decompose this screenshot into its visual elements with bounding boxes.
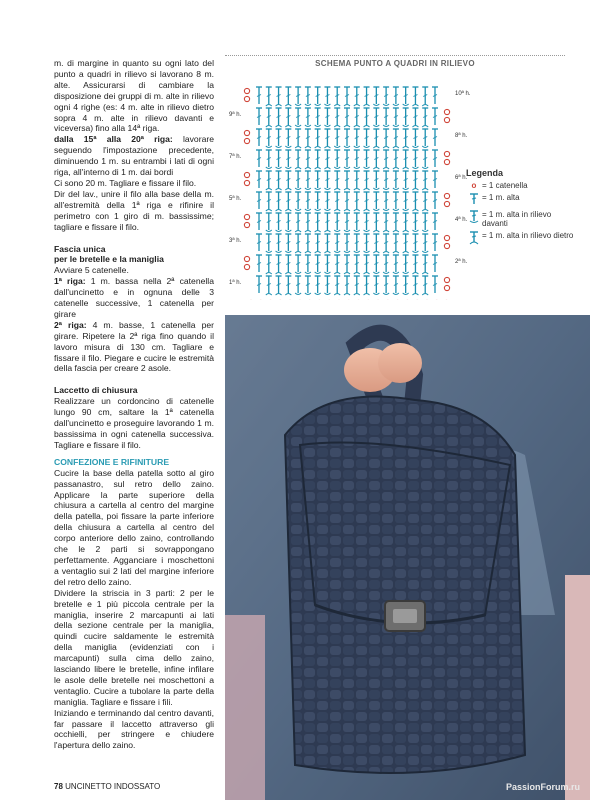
- stitch-hook: [276, 251, 282, 253]
- stitch-hook: [276, 167, 282, 169]
- stitch-hook: [315, 168, 321, 170]
- stitch-hook: [285, 167, 291, 169]
- stitch-hook: [315, 231, 321, 233]
- stitch-hook: [393, 125, 399, 127]
- stitch-hook: [383, 252, 389, 254]
- stitch-hook: [403, 104, 409, 106]
- chain-circle: [444, 159, 449, 164]
- stitch-hook: [422, 251, 428, 253]
- stitch-hook: [295, 168, 301, 170]
- chain-circle: [444, 117, 449, 122]
- stitch-hook: [344, 189, 350, 191]
- chain-circle: [244, 88, 249, 93]
- stitch-hook: [412, 273, 418, 275]
- stitch-hook: [305, 125, 311, 127]
- stitch-hook: [364, 294, 370, 296]
- stitch-hook: [403, 231, 409, 233]
- stitch-hook: [344, 251, 350, 253]
- paragraph: m. di margine in quanto su ogni lato del punto a quadri in rilievo si lavorano 8 m. alte. Assicurarsi di cambiare la disposizione dei gruppi di m. alte in rilievo ogni 4 righe (es: 4 m. alte in rilievo dietro sopra 4 m. alte in rilievo davanti e viceversa) fino alla 14ª riga.: [54, 58, 214, 134]
- legend-title: Legenda: [466, 168, 504, 178]
- stitch-hook: [354, 230, 360, 232]
- stitch-hook: [364, 251, 370, 253]
- stitch-hook: [383, 209, 389, 211]
- stitch-hook: [315, 188, 321, 190]
- stitch-hook: [285, 230, 291, 232]
- stitch-hook: [324, 125, 330, 127]
- chain-circle: [444, 201, 449, 206]
- stitch-hook: [295, 272, 301, 274]
- stitch-hook: [266, 167, 272, 169]
- chain-circle: [444, 235, 449, 240]
- chain-circle: [244, 180, 249, 185]
- row-label-right: 10ª h.: [455, 91, 471, 97]
- stitch-hook: [334, 105, 340, 107]
- backpack-image: [225, 315, 590, 800]
- stitch-hook: [364, 189, 370, 191]
- stitch-hook: [383, 147, 389, 149]
- stitch-hook: [334, 273, 340, 275]
- stitch-hook: [393, 231, 399, 233]
- row-label-left: 7ª h.: [229, 154, 242, 160]
- chain-circle: [244, 222, 249, 227]
- stitch-hook: [266, 294, 272, 296]
- stitch-hook: [412, 230, 418, 232]
- stitch-hook: [422, 189, 428, 191]
- row-text: 4 m. basse, 1 catenella per girare. Ripetere la 2ª riga fino quando il lavoro misura di 130 cm. Tagliare e fissare il filo. Piegare e cucire le estremità della fascia per creare 2 asole.: [54, 319, 214, 374]
- stitch-hook: [305, 209, 311, 211]
- row-lead: 2ª riga:: [54, 319, 87, 330]
- stitch-hook: [344, 126, 350, 128]
- stitch-hook: [422, 105, 428, 107]
- stitch-hook: [285, 189, 291, 191]
- paragraph: [54, 320, 214, 375]
- stitch-hook: [373, 209, 379, 211]
- stitch-hook: [354, 273, 360, 275]
- stitch-hook: [403, 272, 409, 274]
- back-post-icon: [466, 231, 482, 247]
- stitch-hook: [276, 230, 282, 232]
- legend-item: [466, 210, 576, 228]
- chain-circle: [244, 264, 249, 269]
- stitch-hook: [412, 210, 418, 212]
- stitch-hook: [383, 104, 389, 106]
- stitch-hook: [373, 252, 379, 254]
- chain-circle: [244, 214, 249, 219]
- stitch-hook: [334, 210, 340, 212]
- stitch-hook: [354, 251, 360, 253]
- chain-circle: [244, 172, 249, 177]
- stitch-hook: [266, 230, 272, 232]
- row-label-right: 6ª h.: [455, 175, 468, 181]
- stitch-hook: [364, 230, 370, 232]
- stitch-hook: [364, 105, 370, 107]
- stitch-hook: [373, 231, 379, 233]
- stitch-hook: [295, 125, 301, 127]
- stitch-hook: [305, 104, 311, 106]
- stitch-hook: [422, 167, 428, 169]
- stitch-hook: [266, 126, 272, 128]
- row-label-left: 9ª h.: [229, 112, 242, 118]
- paragraph: Avviare 5 catenelle.: [54, 265, 129, 276]
- section-heading: CONFEZIONE E RIFINITURE: [54, 456, 170, 467]
- stitch-hook: [315, 293, 321, 295]
- stitch-hook: [412, 251, 418, 253]
- stitch-hook: [412, 294, 418, 296]
- stitch-hook: [422, 146, 428, 148]
- backpack-photo: [225, 315, 590, 800]
- stitch-hook: [344, 167, 350, 169]
- front-post-icon: [466, 210, 482, 226]
- stitch-hook: [383, 125, 389, 127]
- stitch-hook: [373, 125, 379, 127]
- instructions-column: [54, 58, 214, 751]
- stitch-hook: [373, 188, 379, 190]
- stitch-hook: [383, 272, 389, 274]
- legend-label: = 1 m. alta: [482, 193, 520, 202]
- stitch-hook: [305, 231, 311, 233]
- stitch-hook: [373, 147, 379, 149]
- legend-item: [466, 181, 576, 190]
- section-heading: per le bretelle e la maniglia: [54, 254, 164, 265]
- chain-circle: [444, 109, 449, 114]
- magazine-name: UNCINETTO INDOSSATO: [65, 782, 161, 791]
- stitch-hook: [285, 126, 291, 128]
- chain-icon: o: [471, 181, 477, 190]
- paragraph: [54, 134, 214, 178]
- stitch-hook: [354, 189, 360, 191]
- stitch-hook: [266, 105, 272, 107]
- stitch-hook: [324, 272, 330, 274]
- stitch-hook: [266, 273, 272, 275]
- stitch-hook: [403, 168, 409, 170]
- stitch-hook: [412, 146, 418, 148]
- stitch-hook: [295, 147, 301, 149]
- stitch-hook: [393, 293, 399, 295]
- stitch-hook: [383, 168, 389, 170]
- stitch-hook: [344, 273, 350, 275]
- stitch-hook: [393, 209, 399, 211]
- stitch-hook: [354, 126, 360, 128]
- stitch-hook: [295, 252, 301, 254]
- diagram-title: SCHEMA PUNTO A QUADRI IN RILIEVO: [315, 59, 475, 68]
- paragraph: Realizzare un cordoncino di catenelle lungo 90 cm, saltare la 1ª catenella dall'uncinetto e proseguire lavorando 1 m. bassissima in ogni catenella successiva. Tagliare e fissare il filo.: [54, 396, 214, 450]
- paragraph: Ci sono 20 m. Tagliare e fissare il filo.: [54, 177, 197, 188]
- stitch-hook: [364, 210, 370, 212]
- row-lead: 1ª riga:: [54, 276, 86, 287]
- chain-circle: [244, 138, 249, 143]
- stitch-hook: [266, 189, 272, 191]
- stitch-hook: [276, 189, 282, 191]
- stitch-hook: [422, 294, 428, 296]
- paragraph: Cucire la base della patella sotto al giro passanastro, sul retro dello zaino. Applicare la parte superiore della chiusura a cartella al centro del margine della patella, poi fissare la parte inferiore della chiusura a cartella al centro del corpo anteriore dello zaino, controllando che le 2 parti si sovrappongano perfettamente. Agganciare i moschettoni a ventaglio sui 2 lati del margine inferiore del retro dello zaino.: [54, 467, 214, 587]
- stitch-hook: [276, 146, 282, 148]
- stitch-hook: [324, 293, 330, 295]
- stitch-hook: [383, 231, 389, 233]
- stitch-hook: [412, 126, 418, 128]
- legend-label: = 1 m. alta in rilievo davanti: [482, 210, 552, 228]
- stitch-hook: [364, 146, 370, 148]
- stitch-hook: [412, 167, 418, 169]
- stitch-hook: [422, 210, 428, 212]
- stitch-hook: [295, 188, 301, 190]
- stitch-hook: [266, 251, 272, 253]
- stitch-hook: [305, 168, 311, 170]
- row-label-left: 5ª h.: [229, 196, 242, 202]
- double-crochet-icon: [466, 193, 482, 207]
- chain-circle: [244, 256, 249, 261]
- stitch-hook: [373, 168, 379, 170]
- stitch-hook: [324, 104, 330, 106]
- watermark: PassionForum.ru: [505, 782, 580, 792]
- stitch-hook: [285, 146, 291, 148]
- stitch-hook: [422, 230, 428, 232]
- stitch-hook: [383, 188, 389, 190]
- stitch-hook: [354, 105, 360, 107]
- stitch-hook: [315, 209, 321, 211]
- stitch-hook: [315, 147, 321, 149]
- stitch-hook: [334, 230, 340, 232]
- paragraph: Dividere la striscia in 3 parti: 2 per le bretelle e 1 più piccola centrale per la maniglia, inserire 2 marcapunti ai lati della sezione centrale per la maniglia, quindi cucire saldamente le estremità della maniglia (evidenziati con i marcapunti) sulla cima dello zaino, lasciando libere le bretelle, infine infilare le asole delle bretelle nei moschettoni a ventaglio. Cucire a tubolare la parte della maniglia. Tagliare e fissare i fili.: [54, 587, 214, 707]
- legend: [466, 168, 576, 250]
- stitch-hook: [276, 126, 282, 128]
- row-label-left: 3ª h.: [229, 238, 242, 244]
- stitch-hook: [354, 294, 360, 296]
- stitch-hook: [305, 188, 311, 190]
- row-text: lavorare seguendo l'impostazione precedente, diminuendo 1 m. su entrambi i lati di ogni riga, all'interno di 1 m. dai bordi: [54, 134, 214, 178]
- page-number: 78: [54, 782, 63, 791]
- stitch-hook: [334, 251, 340, 253]
- chain-circle: [444, 151, 449, 156]
- paragraph: [54, 276, 214, 320]
- row-label-right: 2ª h.: [455, 259, 468, 265]
- stitch-hook: [334, 167, 340, 169]
- stitch-hook: [266, 146, 272, 148]
- stitch-hook: [403, 209, 409, 211]
- stitch-hook: [393, 272, 399, 274]
- stitch-hook: [412, 105, 418, 107]
- stitch-hook: [373, 293, 379, 295]
- stitch-hook: [393, 147, 399, 149]
- stitch-hook: [334, 189, 340, 191]
- stitch-hook: [334, 126, 340, 128]
- stitch-hook: [364, 273, 370, 275]
- legend-label: = 1 catenella: [482, 181, 528, 190]
- stitch-hook: [276, 273, 282, 275]
- stitch-hook: [344, 146, 350, 148]
- stitch-hook: [364, 126, 370, 128]
- stitch-hook: [324, 209, 330, 211]
- row-label-left: 1ª h.: [229, 280, 242, 286]
- stitch-hook: [305, 147, 311, 149]
- stitch-hook: [315, 104, 321, 106]
- chain-circle: [244, 96, 249, 101]
- section-heading: Fascia unica: [54, 243, 106, 254]
- legend-item: [466, 193, 576, 207]
- stitch-hook: [422, 273, 428, 275]
- stitch-hook: [403, 188, 409, 190]
- stitch-hook: [354, 146, 360, 148]
- stitch-hook: [324, 147, 330, 149]
- stitch-hook: [354, 210, 360, 212]
- legend-label: = 1 m. alta in rilievo dietro: [482, 231, 574, 240]
- stitch-hook: [315, 252, 321, 254]
- paragraph: Iniziando e terminando dal centro davanti, far passare il laccetto attraverso gli occhielli, per stringere e chiudere l'apertura dello zaino.: [54, 707, 214, 751]
- stitch-hook: [295, 231, 301, 233]
- legend-item: [466, 231, 576, 247]
- stitch-hook: [373, 272, 379, 274]
- stitch-hook: [266, 210, 272, 212]
- stitch-hook: [334, 146, 340, 148]
- stitch-hook: [276, 210, 282, 212]
- row-text: 1 m. bassa nella 2ª catenella dall'uncinetto e in ognuna delle 3 catenelle successive, 1 catenella per girare: [54, 276, 214, 319]
- stitch-hook: [383, 293, 389, 295]
- stitch-hook: [403, 125, 409, 127]
- stitch-hook: [344, 294, 350, 296]
- row-label-right: 8ª h.: [455, 133, 468, 139]
- stitch-hook: [295, 293, 301, 295]
- stitch-hook: [295, 104, 301, 106]
- chain-circle: [244, 130, 249, 135]
- stitch-hook: [354, 167, 360, 169]
- stitch-hook: [295, 209, 301, 211]
- chain-circle: [444, 243, 449, 248]
- stitch-hook: [324, 231, 330, 233]
- chain-circle: [444, 277, 449, 282]
- row-lead: dalla 15ª alla 20ª riga:: [54, 134, 173, 145]
- stitch-hook: [285, 251, 291, 253]
- stitch-hook: [412, 189, 418, 191]
- stitch-hook: [315, 125, 321, 127]
- page-footer: [54, 782, 160, 791]
- stitch-hook: [373, 104, 379, 106]
- stitch-hook: [364, 167, 370, 169]
- paragraph: Dir del lav., unire il filo alla base della m. all'estremità della 1ª riga e rifinire il perimetro con 1 giro di m. bassissime; tagliare e fissare il filo.: [54, 188, 214, 232]
- stitch-hook: [422, 126, 428, 128]
- stitch-hook: [403, 252, 409, 254]
- stitch-hook: [403, 293, 409, 295]
- stitch-hook: [276, 105, 282, 107]
- stitch-hook: [285, 105, 291, 107]
- stitch-hook: [403, 147, 409, 149]
- stitch-hook: [334, 294, 340, 296]
- stitch-hook: [324, 252, 330, 254]
- stitch-hook: [344, 230, 350, 232]
- section-heading: Laccetto di chiusura: [54, 385, 138, 396]
- row-label-right: 4ª h.: [455, 217, 468, 223]
- stitch-hook: [393, 188, 399, 190]
- chain-circle: [444, 193, 449, 198]
- stitch-hook: [305, 293, 311, 295]
- stitch-hook: [305, 272, 311, 274]
- stitch-hook: [285, 273, 291, 275]
- stitch-hook: [305, 252, 311, 254]
- stitch-hook: [344, 105, 350, 107]
- stitch-hook: [285, 210, 291, 212]
- stitch-hook: [315, 272, 321, 274]
- stitch-hook: [344, 210, 350, 212]
- chain-circle: [444, 285, 449, 290]
- stitch-hook: [324, 168, 330, 170]
- stitch-hook: [285, 294, 291, 296]
- stitch-hook: [393, 168, 399, 170]
- stitch-hook: [276, 294, 282, 296]
- stitch-hook: [324, 188, 330, 190]
- stitch-hook: [393, 252, 399, 254]
- stitch-hook: [393, 104, 399, 106]
